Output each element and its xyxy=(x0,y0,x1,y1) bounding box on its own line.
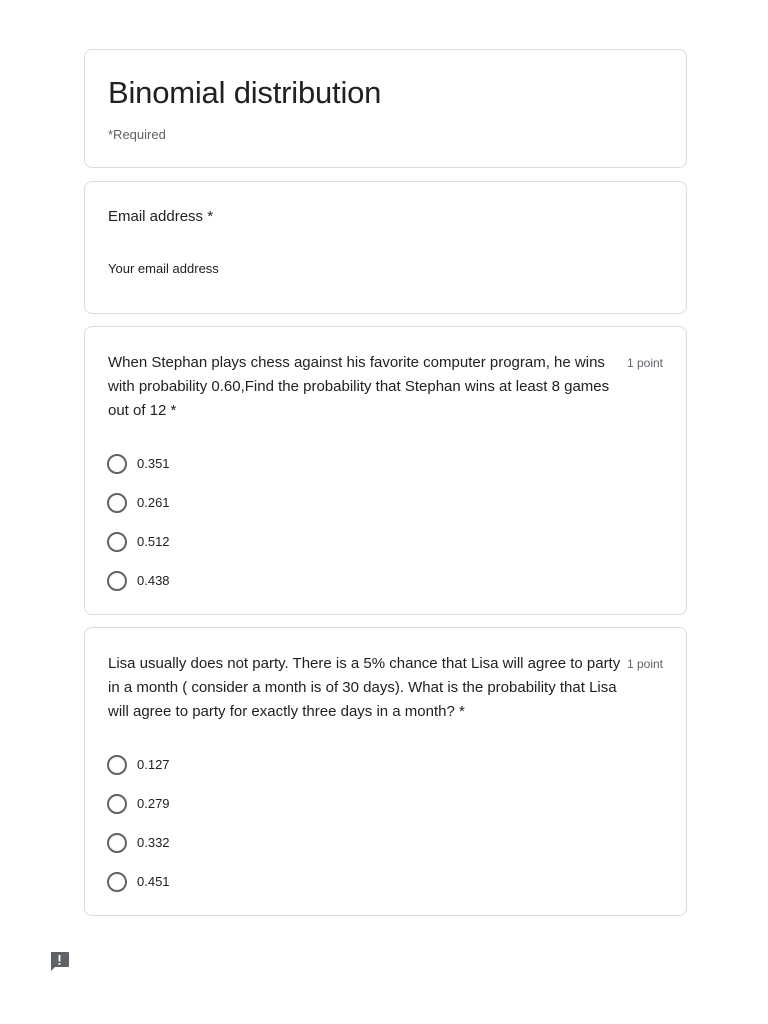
radio-unchecked-icon[interactable] xyxy=(107,833,127,853)
option-list xyxy=(107,444,170,600)
question-card-1 xyxy=(84,326,687,615)
radio-unchecked-icon[interactable] xyxy=(107,872,127,892)
option-2[interactable] xyxy=(107,784,170,823)
question-text: Lisa usually does not party. There is a 5% chance that Lisa will agree to party in a month ( consider a month is of 30 days). What is the probability that Lisa will agree to party for exactly three days in a month? * xyxy=(108,655,621,720)
form-title: Binomial distribution xyxy=(108,75,382,110)
option-list xyxy=(107,745,170,901)
option-label: 0.127 xyxy=(137,757,170,772)
option-label: 0.438 xyxy=(137,573,170,588)
email-label: Email address * xyxy=(108,208,214,225)
radio-unchecked-icon[interactable] xyxy=(107,794,127,814)
option-label: 0.261 xyxy=(137,495,170,510)
radio-unchecked-icon[interactable] xyxy=(107,571,127,591)
option-2[interactable] xyxy=(107,483,170,522)
option-3[interactable] xyxy=(107,522,170,561)
option-4[interactable] xyxy=(107,862,170,901)
option-1[interactable] xyxy=(107,444,170,483)
report-problem-icon[interactable] xyxy=(49,951,70,972)
option-label: 0.279 xyxy=(137,796,170,811)
option-label: 0.351 xyxy=(137,456,170,471)
form-header-card xyxy=(84,49,687,168)
radio-unchecked-icon[interactable] xyxy=(107,755,127,775)
option-label: 0.332 xyxy=(137,835,170,850)
option-1[interactable] xyxy=(107,745,170,784)
email-question-card xyxy=(84,181,687,314)
option-3[interactable] xyxy=(107,823,170,862)
email-input[interactable] xyxy=(108,261,408,276)
option-label: 0.512 xyxy=(137,534,170,549)
radio-unchecked-icon[interactable] xyxy=(107,454,127,474)
option-4[interactable] xyxy=(107,561,170,600)
points-label: 1 point xyxy=(626,356,663,370)
question-card-2 xyxy=(84,627,687,916)
radio-unchecked-icon[interactable] xyxy=(107,532,127,552)
required-note: *Required xyxy=(108,127,166,142)
option-label: 0.451 xyxy=(137,874,170,889)
question-text: When Stephan plays chess against his favorite computer program, he wins with probability 0.60,Find the probability that Stephan wins at least 8 games out of 12 * xyxy=(108,354,610,419)
points-label: 1 point xyxy=(626,657,663,671)
radio-unchecked-icon[interactable] xyxy=(107,493,127,513)
